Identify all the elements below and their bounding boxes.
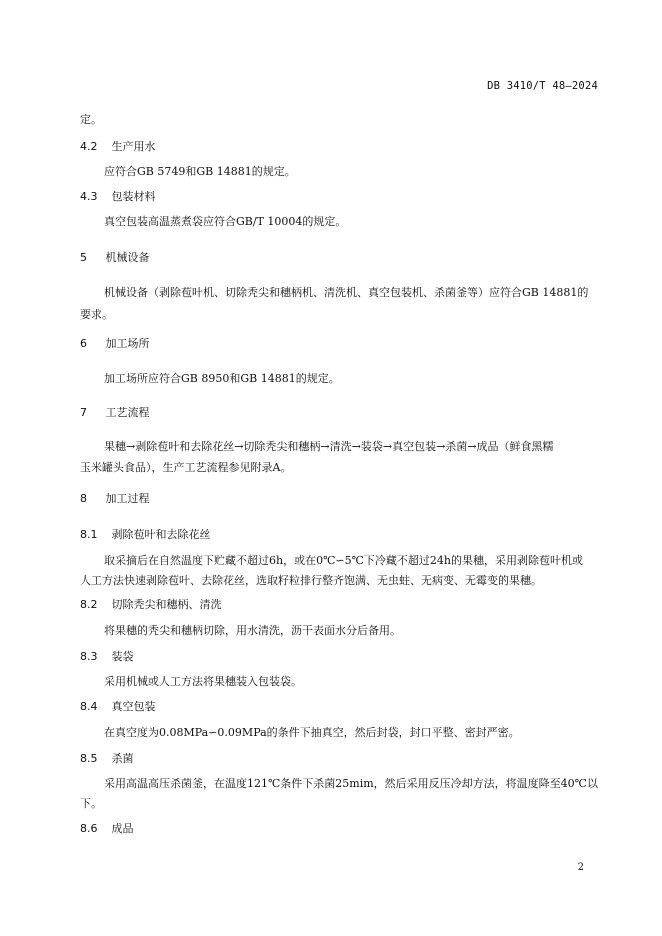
section-title: 加工过程 <box>105 492 150 505</box>
section-title: 剥除苞叶和去除花丝 <box>111 528 211 541</box>
heading-8-5 <box>80 750 134 766</box>
page-number: 2 <box>577 862 584 873</box>
paragraph-5-line2: 要求。 <box>80 308 113 321</box>
paragraph-7-line2: 玉米罐头食品），生产工艺流程参见附录A。 <box>80 461 292 474</box>
section-number: 8.6 <box>80 822 98 835</box>
heading-8-4 <box>80 698 156 714</box>
section-number: 5 <box>80 251 87 264</box>
heading-6 <box>80 335 150 351</box>
paragraph-5-line1: 机械设备（剥除苞叶机、切除秃尖和穗柄机、清洗机、真空包装机、杀菌釜等）应符合GB 14881的 <box>104 286 589 299</box>
heading-8-2 <box>80 596 222 612</box>
paragraph-6: 加工场所应符合GB 8950和GB 14881的规定。 <box>104 372 340 385</box>
paragraph-8-2: 将果穗的秃尖和穗柄切除，用水清洗，沥干表面水分后备用。 <box>104 624 401 637</box>
heading-8-6 <box>80 820 134 836</box>
paragraph-4-2: 应符合GB 5749和GB 14881的规定。 <box>104 165 296 178</box>
section-title: 工艺流程 <box>105 406 150 419</box>
section-number: 7 <box>80 406 87 419</box>
section-number: 4.2 <box>80 140 98 153</box>
heading-5 <box>80 249 150 265</box>
section-number: 8.5 <box>80 752 98 765</box>
paragraph-8-5-line2: 下。 <box>80 797 102 810</box>
continued-text: 定。 <box>80 113 102 126</box>
section-number: 6 <box>80 337 87 350</box>
paragraph-8-1-line1: 取采摘后在自然温度下贮藏不超过6h，或在0℃∽5℃下冷藏不超过24h的果穗，采用剥除苞叶机或 <box>104 554 583 567</box>
section-title: 真空包装 <box>111 700 156 713</box>
document-code: DB 3410/T 48—2024 <box>487 80 598 92</box>
paragraph-7-line1: 果穗→剥除苞叶和去除花丝→切除秃尖和穗柄→清洗→装袋→真空包装→杀菌→成品（鲜食黑糯 <box>104 440 554 453</box>
paragraph-8-3: 采用机械或人工方法将果穗装入包装袋。 <box>104 675 302 688</box>
section-number: 8 <box>80 492 87 505</box>
heading-8-1 <box>80 526 211 542</box>
heading-8 <box>80 490 150 506</box>
section-title: 成品 <box>111 822 134 835</box>
section-title: 加工场所 <box>105 337 150 350</box>
section-title: 杀菌 <box>111 752 134 765</box>
paragraph-8-4: 在真空度为0.08MPa∽0.09MPa的条件下抽真空，然后封袋，封口平整、密封严密。 <box>104 726 520 739</box>
heading-8-3 <box>80 648 134 664</box>
paragraph-4-3: 真空包装高温蒸煮袋应符合GB/T 10004的规定。 <box>104 215 347 228</box>
section-number: 8.1 <box>80 528 98 541</box>
section-title: 生产用水 <box>111 140 156 153</box>
heading-7 <box>80 404 150 420</box>
heading-4-3 <box>80 188 156 204</box>
paragraph-8-1-line2: 人工方法快速剥除苞叶、去除花丝，选取籽粒排行整齐饱满、无虫蛀、无病变、无霉变的果穗。 <box>80 574 542 587</box>
section-number: 4.3 <box>80 190 98 203</box>
section-number: 8.4 <box>80 700 98 713</box>
paragraph-8-5-line1: 采用高温高压杀菌釜，在温度121℃条件下杀菌25mim，然后采用反压冷却方法，将温度降至40℃以 <box>104 777 598 790</box>
section-number: 8.3 <box>80 650 98 663</box>
heading-4-2 <box>80 138 156 154</box>
section-number: 8.2 <box>80 598 98 611</box>
section-title: 机械设备 <box>105 251 150 264</box>
section-title: 装袋 <box>111 650 134 663</box>
section-title: 切除秃尖和穗柄、清洗 <box>111 598 222 611</box>
section-title: 包装材料 <box>111 190 156 203</box>
